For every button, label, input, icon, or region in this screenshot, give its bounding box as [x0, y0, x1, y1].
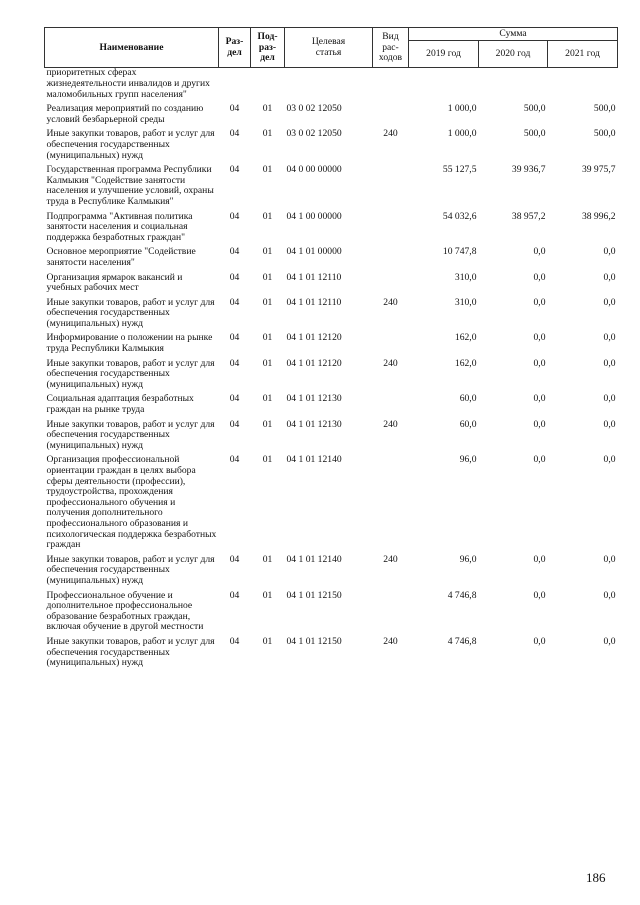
row-sum-2021: 0,0 — [603, 296, 616, 308]
row-sum-2020: 0,0 — [533, 418, 546, 430]
header-year-2020: 2020 год — [479, 41, 548, 68]
row-sum-2020: 0,0 — [533, 635, 546, 647]
row-sum-2021: 0,0 — [603, 635, 616, 647]
row-section: 04 — [229, 357, 240, 369]
row-section: 04 — [229, 246, 240, 258]
row-section: 04 — [229, 393, 240, 405]
continued-row — [45, 68, 618, 104]
row-sum-2020: 500,0 — [523, 103, 546, 115]
header-year-2021: 2021 год — [548, 41, 618, 68]
row-sum-2021: 0,0 — [603, 246, 616, 258]
header-year-2019: 2019 год — [409, 41, 479, 68]
row-sum-2019: 60,0 — [459, 393, 477, 405]
row-sum-2019: 310,0 — [454, 271, 477, 283]
row-article: 04 1 01 12140 — [286, 454, 342, 466]
row-sum-2019: 60,0 — [459, 418, 477, 430]
row-expense-type — [373, 273, 409, 298]
row-subsection: 01 — [262, 357, 273, 369]
row-sum-2021: 0,0 — [603, 357, 616, 369]
row-sum-2019: 55 127,5 — [442, 164, 477, 176]
row-subsection: 01 — [262, 164, 273, 176]
row-article: 04 1 01 12130 — [286, 393, 342, 405]
row-sum-2020: 0,0 — [533, 589, 546, 601]
row-sum-2019: 1 000,0 — [447, 103, 477, 115]
row-name: Иные закупки товаров, работ и услуг для обеспечения государственных (муниципальных) нужд — [46, 128, 215, 161]
row-expense-type: 240 — [383, 357, 398, 369]
row-name: Иные закупки товаров, работ и услуг для обеспечения государственных (муниципальных) нужд — [46, 635, 215, 669]
row-name: Социальная адаптация безработных граждан на рынке труда — [46, 393, 194, 416]
row-subsection: 01 — [262, 393, 273, 405]
row-section: 04 — [229, 296, 240, 308]
header-section: Раз- дел — [219, 28, 251, 68]
header-subsection: Под- раз- дел — [251, 28, 285, 68]
continued-text: приоритетных сферах жизнедеятельности инвалидов и других маломобильных групп населения" — [46, 67, 210, 100]
row-expense-type — [373, 591, 409, 637]
table-row — [45, 165, 618, 211]
row-name: Иные закупки товаров, работ и услуг для обеспечения государственных (муниципальных) нужд — [46, 418, 215, 451]
row-section: 04 — [229, 164, 240, 176]
row-article: 04 1 01 12150 — [286, 589, 342, 601]
row-expense-type — [373, 333, 409, 358]
row-article: 04 1 01 12120 — [286, 332, 342, 344]
row-sum-2020: 0,0 — [533, 454, 546, 466]
table-row — [45, 104, 618, 129]
row-expense-type — [373, 455, 409, 554]
row-subsection: 01 — [262, 635, 273, 647]
header-name: Наименование — [45, 28, 219, 68]
row-expense-type: 240 — [383, 296, 398, 308]
row-subsection: 01 — [262, 589, 273, 601]
row-name: Реализация мероприятий по созданию условий безбарьерной среды — [46, 103, 204, 125]
row-sum-2019: 10 747,8 — [442, 246, 477, 258]
row-subsection: 01 — [262, 246, 273, 258]
row-sum-2019: 96,0 — [459, 553, 477, 565]
row-sum-2019: 1 000,0 — [447, 128, 477, 140]
header-article: Целевая статья — [285, 28, 373, 68]
row-article: 04 1 01 12130 — [286, 418, 342, 430]
row-sum-2020: 0,0 — [533, 553, 546, 565]
row-name: Иные закупки товаров, работ и услуг для обеспечения государственных (муниципальных) нужд — [46, 553, 215, 586]
row-article: 04 0 00 00000 — [286, 164, 342, 176]
table-row — [45, 212, 618, 248]
row-sum-2019: 4 746,8 — [447, 635, 477, 647]
table-body — [45, 68, 618, 673]
table-row — [45, 273, 618, 298]
row-name: Организация профессиональной ориентации граждан в целях выбора сферы деятельности (профессии), трудоустройства, прохождения профессионального обучения и получения дополнительного профессионального образования и психологическая поддержка безработных граждан — [46, 454, 217, 551]
row-sum-2021: 500,0 — [593, 128, 616, 140]
table-row — [45, 333, 618, 358]
row-subsection: 01 — [262, 103, 273, 115]
row-section: 04 — [229, 103, 240, 115]
row-subsection: 01 — [262, 454, 273, 466]
row-name: Подпрограмма "Активная политика занятости населения и социальная поддержка безработных граждан" — [46, 210, 193, 243]
row-subsection: 01 — [262, 128, 273, 140]
row-sum-2020: 0,0 — [533, 296, 546, 308]
row-article: 04 1 01 12140 — [286, 553, 342, 565]
row-expense-type: 240 — [383, 635, 398, 647]
table-row — [45, 555, 618, 591]
row-sum-2021: 0,0 — [603, 589, 616, 601]
row-sum-2021: 0,0 — [603, 418, 616, 430]
table-row — [45, 359, 618, 395]
row-section: 04 — [229, 210, 240, 222]
row-sum-2020: 0,0 — [533, 271, 546, 283]
row-section: 04 — [229, 332, 240, 344]
table-header — [45, 28, 618, 68]
row-section: 04 — [229, 635, 240, 647]
row-sum-2019: 162,0 — [454, 332, 477, 344]
row-section: 04 — [229, 418, 240, 430]
row-sum-2021: 0,0 — [603, 553, 616, 565]
row-sum-2020: 500,0 — [523, 128, 546, 140]
row-sum-2021: 0,0 — [603, 393, 616, 405]
row-name: Профессиональное обучение и дополнительное профессиональное образование безработных граждан, включая обучение в другой местности — [46, 589, 204, 633]
row-name: Информирование о положении на рынке труда Республики Калмыкия — [46, 332, 213, 355]
row-expense-type — [373, 165, 409, 211]
row-section: 04 — [229, 553, 240, 565]
row-article: 03 0 02 12050 — [286, 103, 342, 115]
row-sum-2021: 0,0 — [603, 454, 616, 466]
row-sum-2021: 0,0 — [603, 271, 616, 283]
table-row — [45, 637, 618, 673]
row-sum-2019: 162,0 — [454, 357, 477, 369]
row-expense-type — [373, 394, 409, 419]
row-sum-2021: 39 975,7 — [581, 164, 616, 176]
row-article: 04 1 01 12120 — [286, 357, 342, 369]
row-name: Основное мероприятие "Содействие занятости населения" — [46, 246, 196, 268]
row-sum-2020: 0,0 — [533, 332, 546, 344]
row-sum-2020: 0,0 — [533, 393, 546, 405]
row-expense-type — [373, 212, 409, 248]
row-expense-type: 240 — [383, 553, 398, 565]
page-number: 186 — [586, 870, 606, 885]
row-subsection: 01 — [262, 418, 273, 430]
table-row — [45, 247, 618, 272]
row-section: 04 — [229, 271, 240, 283]
row-expense-type — [373, 104, 409, 129]
row-name: Организация ярмарок вакансий и учебных рабочих мест — [46, 271, 183, 294]
row-expense-type: 240 — [383, 128, 398, 140]
row-expense-type — [373, 247, 409, 272]
row-sum-2021: 38 996,2 — [581, 210, 616, 222]
row-sum-2020: 0,0 — [533, 357, 546, 369]
row-sum-2019: 310,0 — [454, 296, 477, 308]
row-sum-2020: 39 936,7 — [511, 164, 546, 176]
row-article: 04 1 01 12110 — [286, 296, 342, 308]
row-article: 03 0 02 12050 — [286, 128, 342, 140]
row-subsection: 01 — [262, 553, 273, 565]
row-name: Государственная программа Республики Калмыкия "Содействие занятости населения и улучшение условий, охраны труда в Республике Калмыкия" — [46, 164, 214, 207]
row-sum-2020: 38 957,2 — [511, 210, 546, 222]
row-sum-2021: 500,0 — [593, 103, 616, 115]
row-subsection: 01 — [262, 332, 273, 344]
row-name: Иные закупки товаров, работ и услуг для обеспечения государственных (муниципальных) нужд — [46, 296, 215, 329]
row-article: 04 1 01 12110 — [286, 271, 342, 283]
header-sum: Сумма — [409, 28, 618, 41]
row-sum-2021: 0,0 — [603, 332, 616, 344]
row-sum-2019: 96,0 — [459, 454, 477, 466]
row-article: 04 1 00 00000 — [286, 210, 342, 222]
row-sum-2019: 54 032,6 — [442, 210, 477, 222]
table-row — [45, 455, 618, 554]
row-expense-type: 240 — [383, 418, 398, 430]
row-section: 04 — [229, 128, 240, 140]
budget-table — [44, 27, 618, 673]
table-row — [45, 591, 618, 637]
row-subsection: 01 — [262, 296, 273, 308]
header-expense-type: Вид рас- ходов — [373, 28, 409, 68]
table-row — [45, 298, 618, 334]
table-row — [45, 129, 618, 165]
row-section: 04 — [229, 454, 240, 466]
row-name: Иные закупки товаров, работ и услуг для обеспечения государственных (муниципальных) нужд — [46, 357, 215, 390]
row-sum-2019: 4 746,8 — [447, 589, 477, 601]
row-subsection: 01 — [262, 210, 273, 222]
row-article: 04 1 01 00000 — [286, 246, 342, 258]
table-row — [45, 420, 618, 456]
row-article: 04 1 01 12150 — [286, 635, 342, 647]
row-section: 04 — [229, 589, 240, 601]
row-sum-2020: 0,0 — [533, 246, 546, 258]
row-subsection: 01 — [262, 271, 273, 283]
table-row — [45, 394, 618, 419]
